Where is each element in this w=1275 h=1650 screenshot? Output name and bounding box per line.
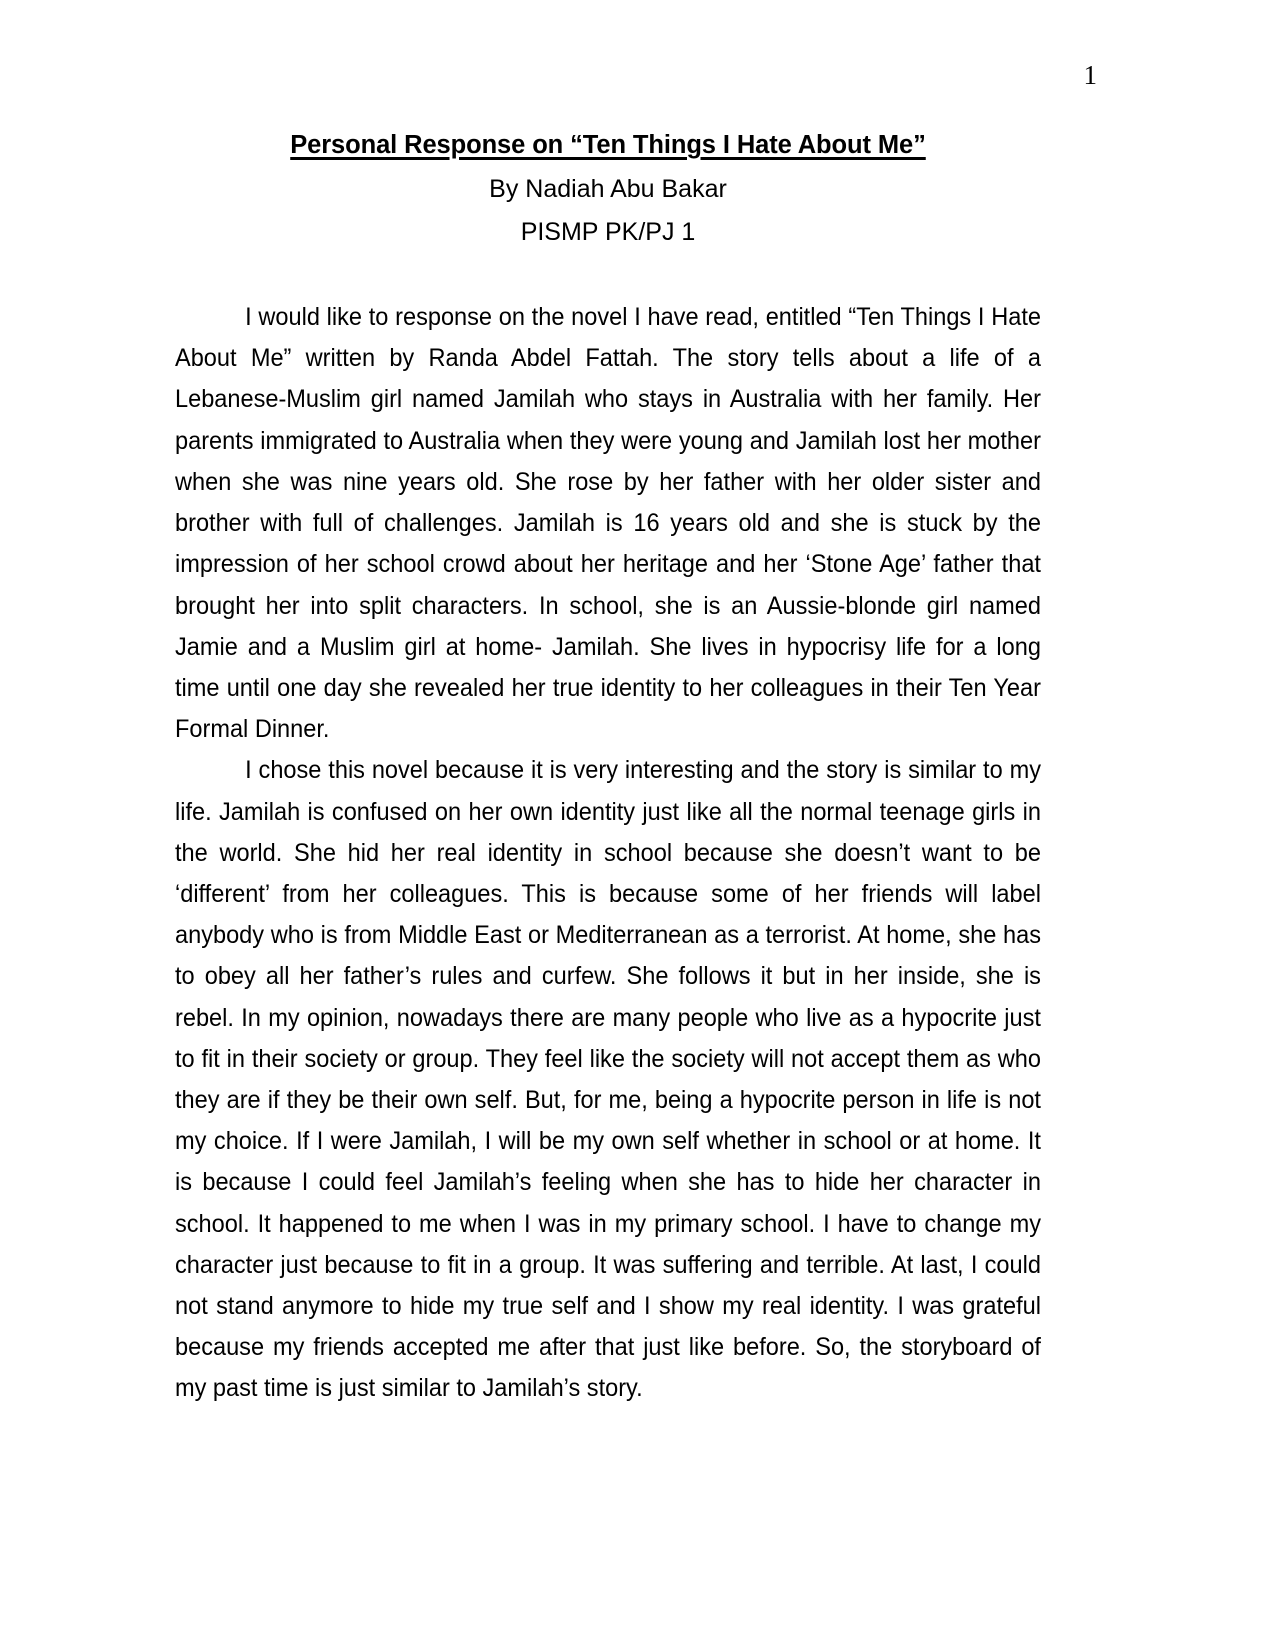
page-number: 1 — [1083, 60, 1097, 90]
body-paragraph-2 — [175, 750, 1041, 1409]
paragraph-2-text: I chose this novel because it is very interesting and the story is similar to my life. Jamilah is confused on her own identity just like all the normal teenage girls in the world. She hid her real identity in school because she doesn’t want to be ‘different’ from her colleagues. This is because some of her friends will label anybody who is from Middle East or Mediterranean as a terrorist. At home, she has to obey all her father’s rules and curfew. She follows it but in her inside, she is rebel. In my opinion, nowadays there are many people who live as a hypocrite just to fit in their society or group. They feel like the society will not accept them as who they are if they be their own self. But, for me, being a hypocrite person in life is not my choice. If I were Jamilah, I will be my own self whether in school or at home. It is because I could feel Jamilah’s feeling when she has to hide her character in school. It happened to me when I was in my primary school. I have to change my character just because to fit in a group. It was suffering and terrible. At last, I could not stand anymore to hide my true self and I show my real identity. I was grateful because my friends accepted me after that just like before. So, the storyboard of my past time is just similar to Jamilah’s story. — [175, 756, 1041, 1403]
document-title-text: Personal Response on “Ten Things I Hate About Me” — [290, 131, 926, 159]
title-block — [175, 130, 1041, 245]
document-body — [175, 297, 1041, 1409]
author-byline: By Nadiah Abu Bakar — [489, 175, 727, 204]
body-paragraph-1 — [175, 297, 1041, 750]
class-line: PISMP PK/PJ 1 — [520, 218, 696, 247]
document-title — [175, 130, 1041, 160]
paragraph-1-text: I would like to response on the novel I have read, entitled “Ten Things I Hate About Me” written by Randa Abdel Fattah. The story tells about a life of a Lebanese-Muslim girl named Jamilah who stays in Australia with her family. Her parents immigrated to Australia when they were young and Jamilah lost her mother when she was nine years old. She rose by her father with her older sister and brother with full of challenges. Jamilah is 16 years old and she is stuck by the impression of her school crowd about her heritage and her ‘Stone Age’ father that brought her into split characters. In school, she is an Aussie-blonde girl named Jamie and a Muslim girl at home- Jamilah. She lives in hypocrisy life for a long time until one day she revealed her true identity to her colleagues in their Ten Year Formal Dinner. — [175, 303, 1041, 744]
document-content — [175, 130, 1041, 1410]
